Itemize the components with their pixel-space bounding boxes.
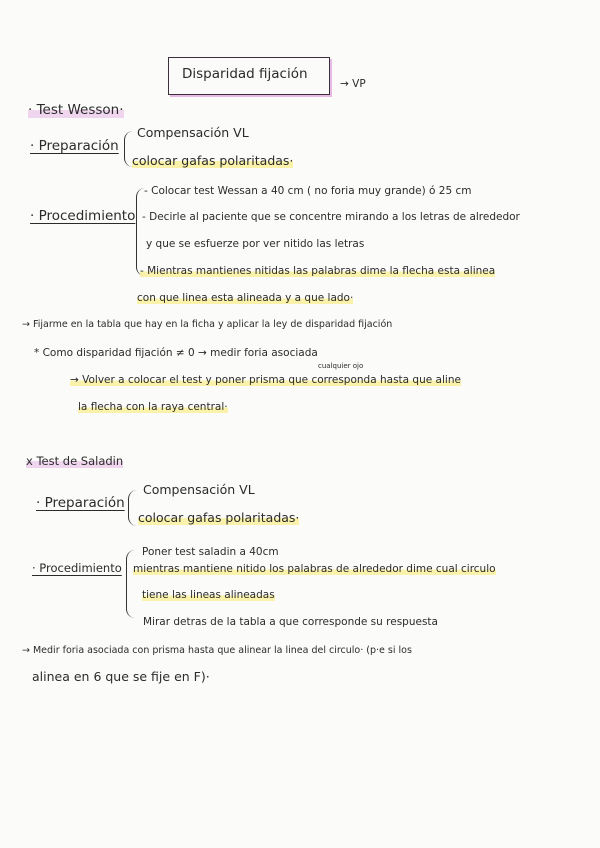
wesson-note: → Volver a colocar el test y poner prisma que corresponda hasta que aline: [70, 374, 461, 386]
title-suffix: → VP: [340, 78, 366, 90]
wesson-proc-item: con que linea esta alineada y a que lado·: [137, 292, 354, 304]
saladin-heading: x Test de Saladin: [26, 454, 124, 468]
saladin-note: → Medir foria asociada con prisma hasta que alinear la linea del circulo· (p·e si los: [22, 645, 412, 656]
saladin-proc-item: mientras mantiene nitido los palabras de alrededor dime cual circulo: [133, 563, 496, 575]
saladin-proc-item: Poner test saladin a 40cm: [142, 546, 279, 558]
wesson-proc-item: - Decirle al paciente que se concentre mirando a los letras de alrededor: [142, 211, 520, 223]
wesson-proc-item: y que se esfuerze por ver nitido las letras: [146, 238, 365, 250]
saladin-proc-item: tiene las lineas alineadas: [142, 589, 275, 601]
wesson-proc-label: · Procedimiento: [30, 208, 136, 224]
saladin-note: alinea en 6 que se fije en F)·: [32, 669, 210, 684]
wesson-prep-item: Compensación VL: [137, 125, 249, 140]
wesson-proc-item: - Colocar test Wessan a 40 cm ( no foria muy grande) ó 25 cm: [144, 185, 472, 197]
page-title: Disparidad fijación: [182, 66, 308, 82]
wesson-note: la flecha con la raya central·: [78, 401, 228, 413]
saladin-prep-label: · Preparación: [36, 495, 125, 511]
wesson-prep-label: · Preparación: [30, 138, 119, 154]
wesson-proc-brace: [136, 188, 145, 276]
wesson-proc-item: - Mientras mantienes nitidas las palabras dime la flecha esta alinea: [140, 265, 496, 277]
wesson-note: * Como disparidad fijación ≠ 0 → medir foria asociada: [34, 347, 318, 359]
saladin-proc-brace: [126, 550, 135, 618]
saladin-proc-item: Mirar detras de la tabla a que corresponde su respuesta: [143, 616, 438, 628]
saladin-prep-brace: [128, 490, 137, 526]
wesson-heading: · Test Wesson·: [28, 102, 124, 118]
wesson-note: → Fijarme en la tabla que hay en la ficha y aplicar la ley de disparidad fijación: [22, 319, 393, 330]
wesson-prep-item: colocar gafas polaritadas·: [132, 153, 294, 168]
saladin-prep-item: Compensación VL: [143, 482, 255, 497]
saladin-prep-item: colocar gafas polaritadas·: [138, 510, 300, 525]
wesson-note-small: cualquier ojo: [318, 362, 364, 370]
saladin-proc-label: · Procedimiento: [32, 561, 122, 575]
